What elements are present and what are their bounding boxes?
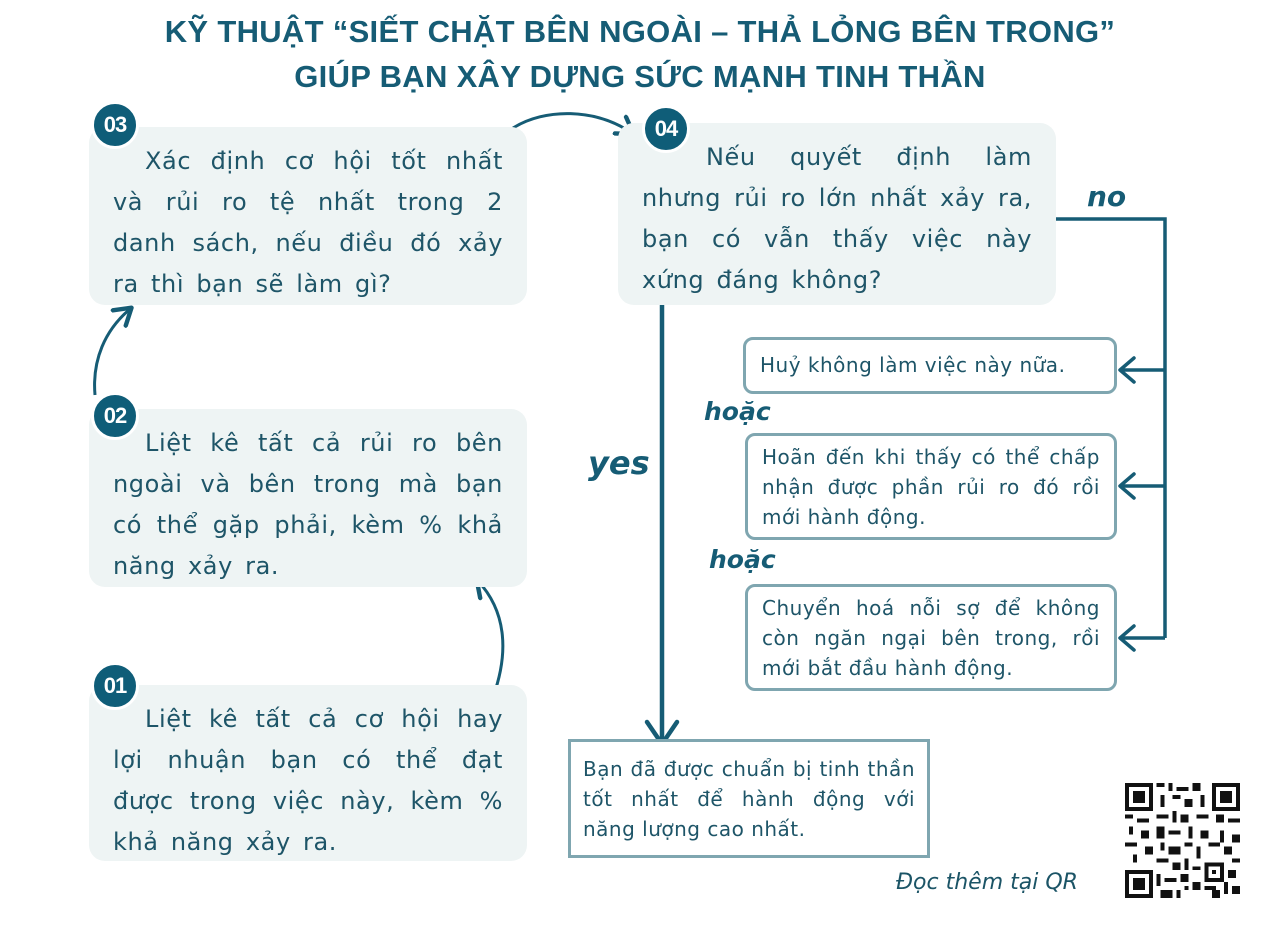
yes-branch-label: yes [588, 444, 650, 482]
step-02-box [89, 409, 527, 587]
or-label-1: hoặc [704, 397, 771, 426]
no-branch-label: no [1087, 180, 1127, 213]
qr-code-icon[interactable] [1125, 783, 1240, 898]
arrow-02-to-03 [95, 309, 130, 395]
arrow-03-to-04 [513, 114, 632, 133]
step-02-badge: 02 [91, 392, 139, 440]
step-03-text: Xác định cơ hội tốt nhất và rủi ro tệ nhất trong 2 danh sách, nếu điều đó xảy ra thì bạn sẽ làm gì? [113, 147, 503, 298]
step-02-text: Liệt kê tất cả rủi ro bên ngoài và bên trong mà bạn có thể gặp phải, kèm % khả năng xảy ra. [113, 429, 503, 580]
step-01-badge: 01 [91, 662, 139, 710]
no-option-transform-fear: Chuyển hoá nỗi sợ để không còn ngăn ngại bên trong, rồi mới bắt đầu hành động. [745, 584, 1117, 691]
or-label-2: hoặc [709, 545, 776, 574]
no-option-cancel: Huỷ không làm việc này nữa. [743, 337, 1117, 394]
read-more-text: Đọc thêm tại QR [896, 870, 1078, 895]
yes-result-box: Bạn đã được chuẩn bị tinh thần tốt nhất để hành động với năng lượng cao nhất. [568, 739, 930, 858]
step-01-text: Liệt kê tất cả cơ hội hay lợi nhuận bạn có thể đạt được trong việc này, kèm % khả năng xảy ra. [113, 705, 503, 856]
step-03-badge: 03 [91, 101, 139, 149]
step-04-text: Nếu quyết định làm nhưng rủi ro lớn nhất xảy ra, bạn có vẫn thấy việc này xứng đáng không? [642, 143, 1032, 294]
step-04-box [618, 123, 1056, 305]
step-03-box [89, 127, 527, 305]
page-title-line-2: GIÚP BẠN XÂY DỰNG SỨC MẠNH TINH THẦN [294, 59, 986, 94]
page-title-line-1: KỸ THUẬT “SIẾT CHẶT BÊN NGOÀI – THẢ LỎNG BÊN TRONG” [164, 14, 1116, 49]
step-01-box [89, 685, 527, 861]
no-option-postpone: Hoãn đến khi thấy có thể chấp nhận được phần rủi ro đó rồi mới hành động. [745, 433, 1117, 540]
arrow-no-branch [1054, 219, 1165, 638]
arrow-01-to-02 [478, 581, 503, 697]
step-04-badge: 04 [642, 105, 690, 153]
